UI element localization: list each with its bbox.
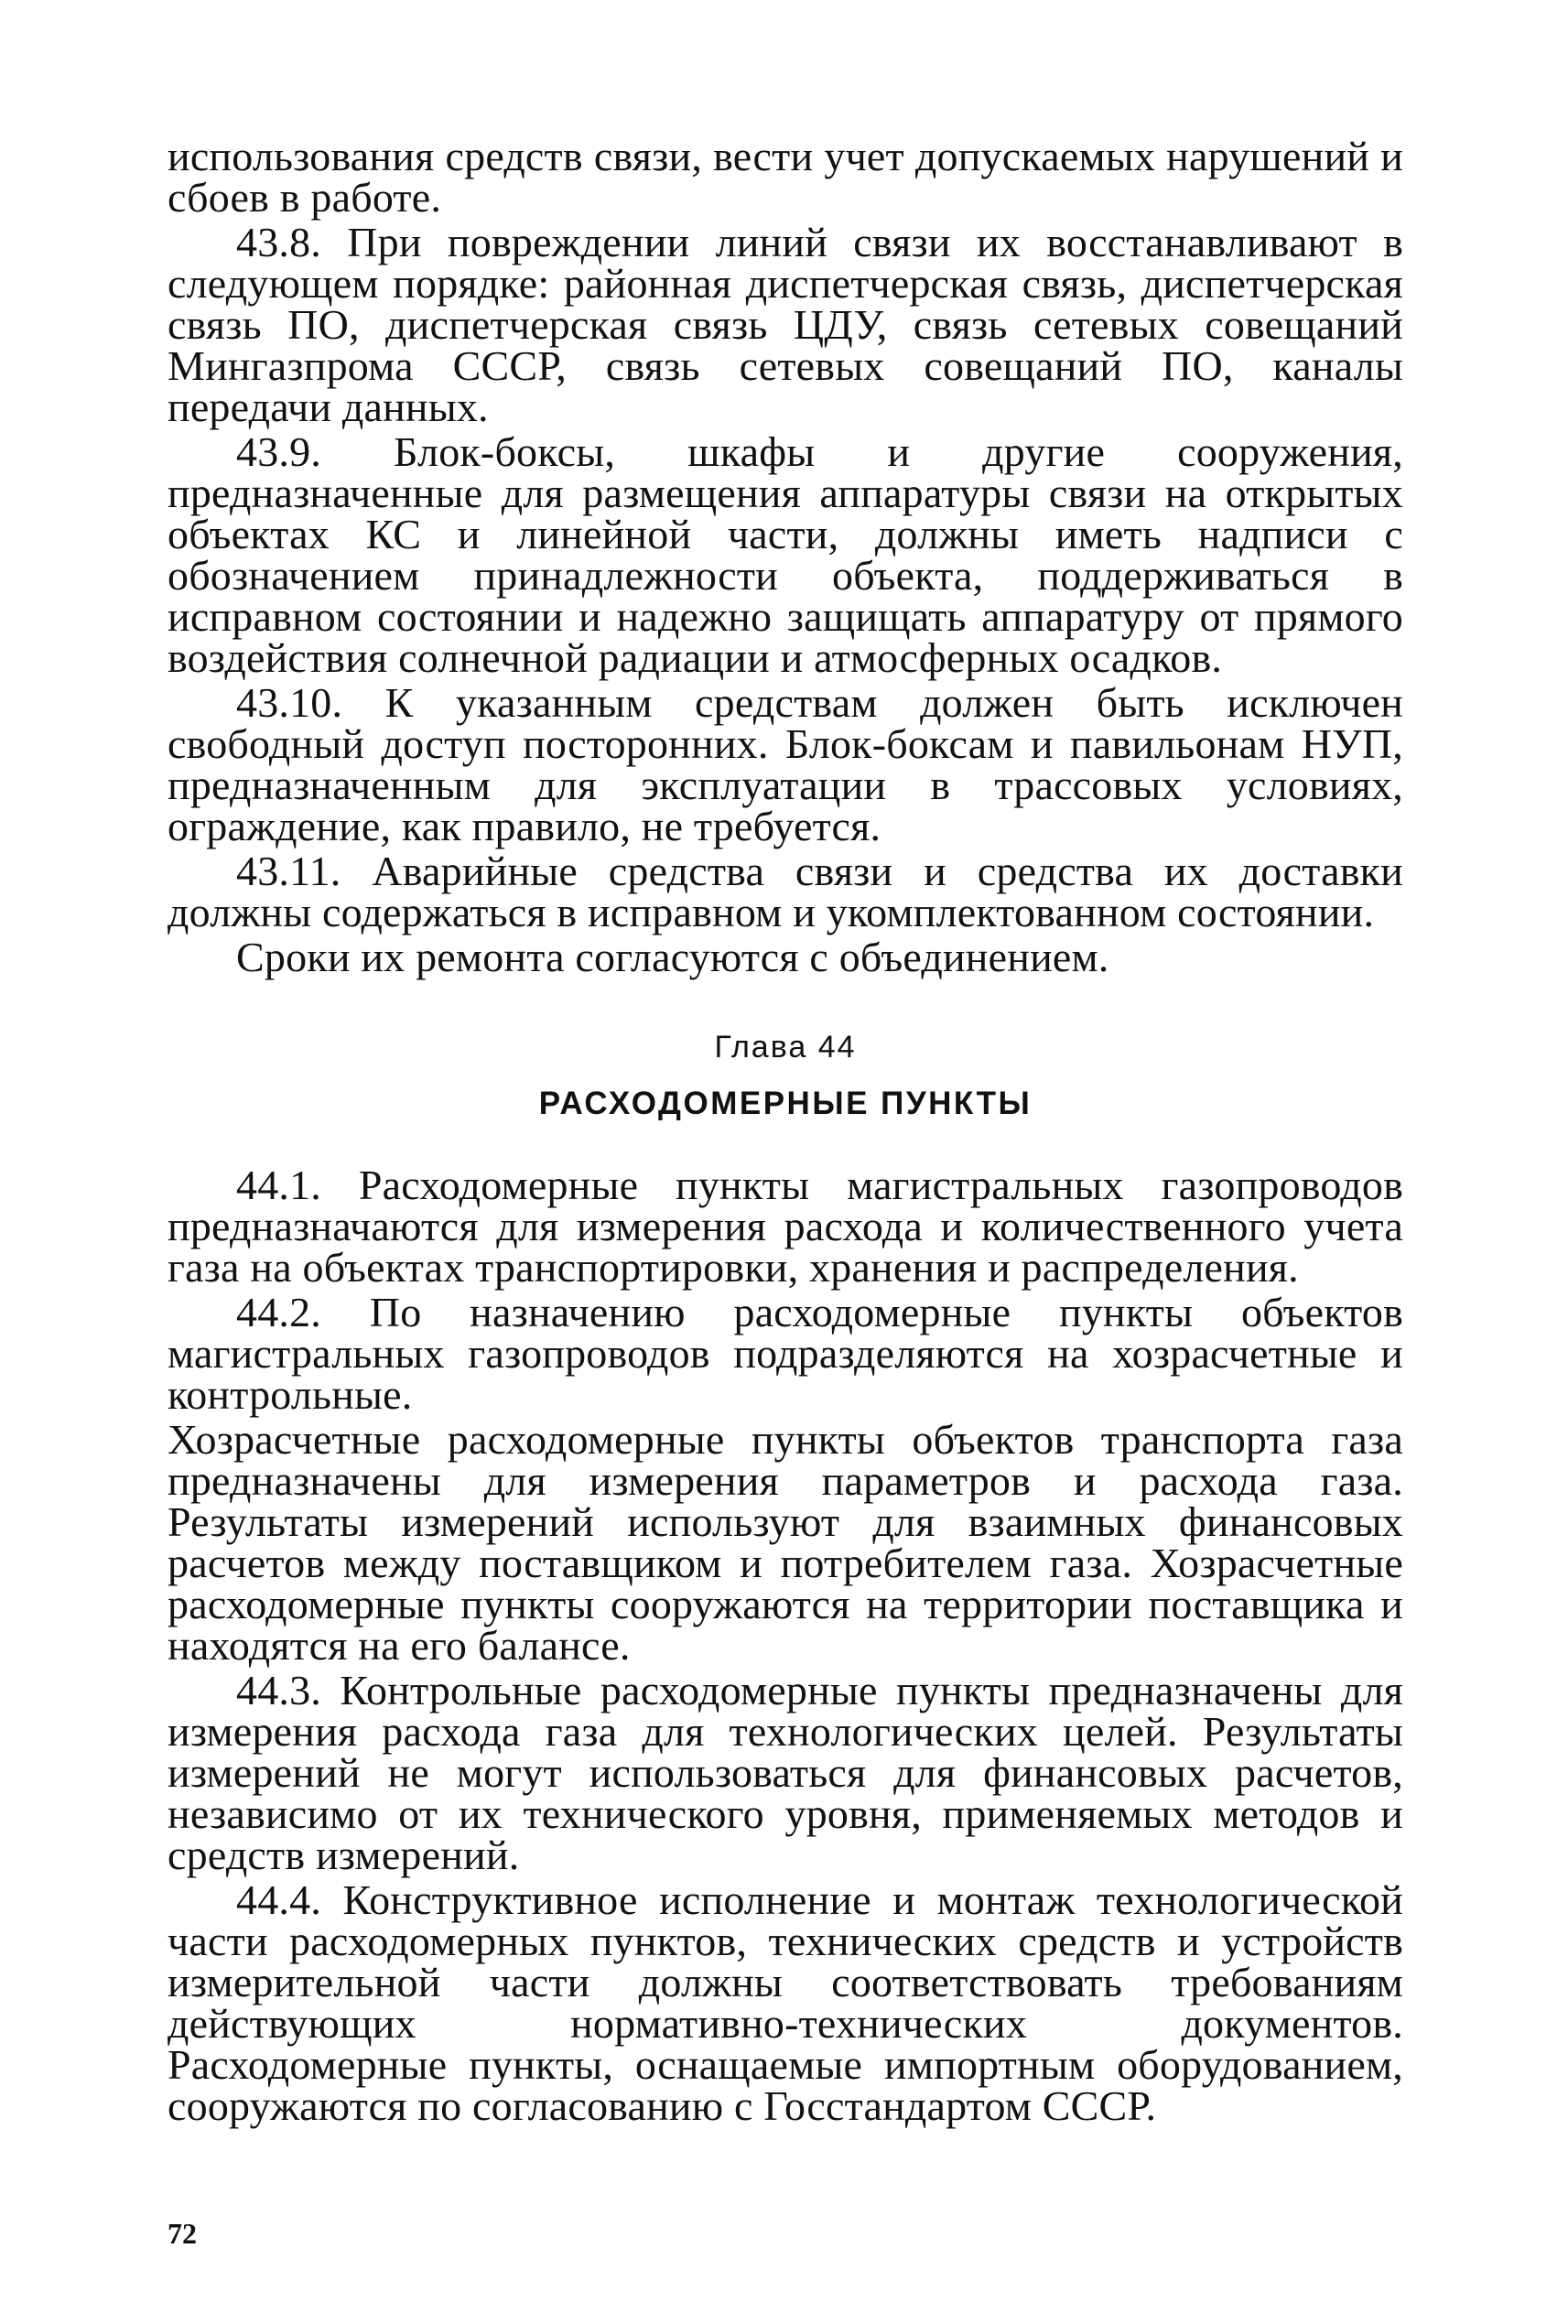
paragraph-43-9: 43.9. Блок-боксы, шкафы и другие сооружения, предназначенные для размещения аппаратуры связи на открытых объектах КС и линейной части, должны иметь надписи с обозначением принадлежности объекта, поддерживаться в исправном состоянии и надежно защищать аппаратуру от прямого воздействия солнечной радиации и атмосферных осадков.	[168, 428, 1403, 681]
document-page	[168, 135, 1403, 2130]
paragraph-continuation: использования средств связи, вести учет допускаемых нарушений и сбоев в работе.	[168, 133, 1403, 221]
paragraph-43-8: 43.8. При повреждении линий связи их восстанавливают в следующем порядке: районная диспетчерская связь, диспетчерская связь ПО, диспетчерская связь ЦДУ, связь сетевых совещаний Мингазпрома СССР, связь сетевых совещаний ПО, каналы передачи данных.	[168, 219, 1403, 430]
paragraph-repair-terms: Сроки их ремонта согласуются с объединением.	[236, 934, 1109, 980]
paragraph-43-11: 43.11. Аварийные средства связи и средства их доставки должны содержаться в исправном и укомплектованном состоянии.	[168, 848, 1403, 935]
paragraph-44-3: 44.3. Контрольные расходомерные пункты предназначены для измерения расхода газа для технологических целей. Результаты измерений не могут использоваться для финансовых расчетов, независимо от их технического уровня, применяемых методов и средств измерений.	[168, 1667, 1403, 1878]
paragraph-44-2: 44.2. По назначению расходомерные пункты объектов магистральных газопроводов подразделяются на хозрасчетные и контрольные.	[168, 1289, 1403, 1418]
paragraph-44-1: 44.1. Расходомерные пункты магистральных газопроводов предназначаются для измерения расхода и количественного учета газа на объектах транспортировки, хранения и распределения.	[168, 1162, 1403, 1291]
paragraph-self-supporting-points: Хозрасчетные расходомерные пункты объектов транспорта газа предназначены для измерения параметров и расхода газа. Результаты измерений используют для взаимных финансовых расчетов между поставщиком и потребителем газа. Хозрасчетные расходомерные пункты сооружаются на территории поставщика и находятся на его балансе.	[168, 1416, 1403, 1669]
chapter-title: РАСХОДОМЕРНЫЕ ПУНКТЫ	[538, 1086, 1033, 1121]
page-number: 72	[168, 2217, 197, 2250]
paragraph-44-4: 44.4. Конструктивное исполнение и монтаж технологической части расходомерных пунктов, технических средств и устройств измерительной части должны соответствовать требованиям действующих нормативно-технических документов. Расходомерные пункты, оснащаемые импортным оборудованием, сооружаются по согласованию с Госстандартом СССР.	[168, 1876, 1403, 2129]
paragraph-43-10: 43.10. К указанным средствам должен быть исключен свободный доступ посторонних. Блок-боксам и павильонам НУП, предназначенным для эксплуатации в трассовых условиях, ограждение, как правило, не требуется.	[168, 679, 1403, 849]
chapter-label: Глава 44	[714, 1030, 857, 1065]
